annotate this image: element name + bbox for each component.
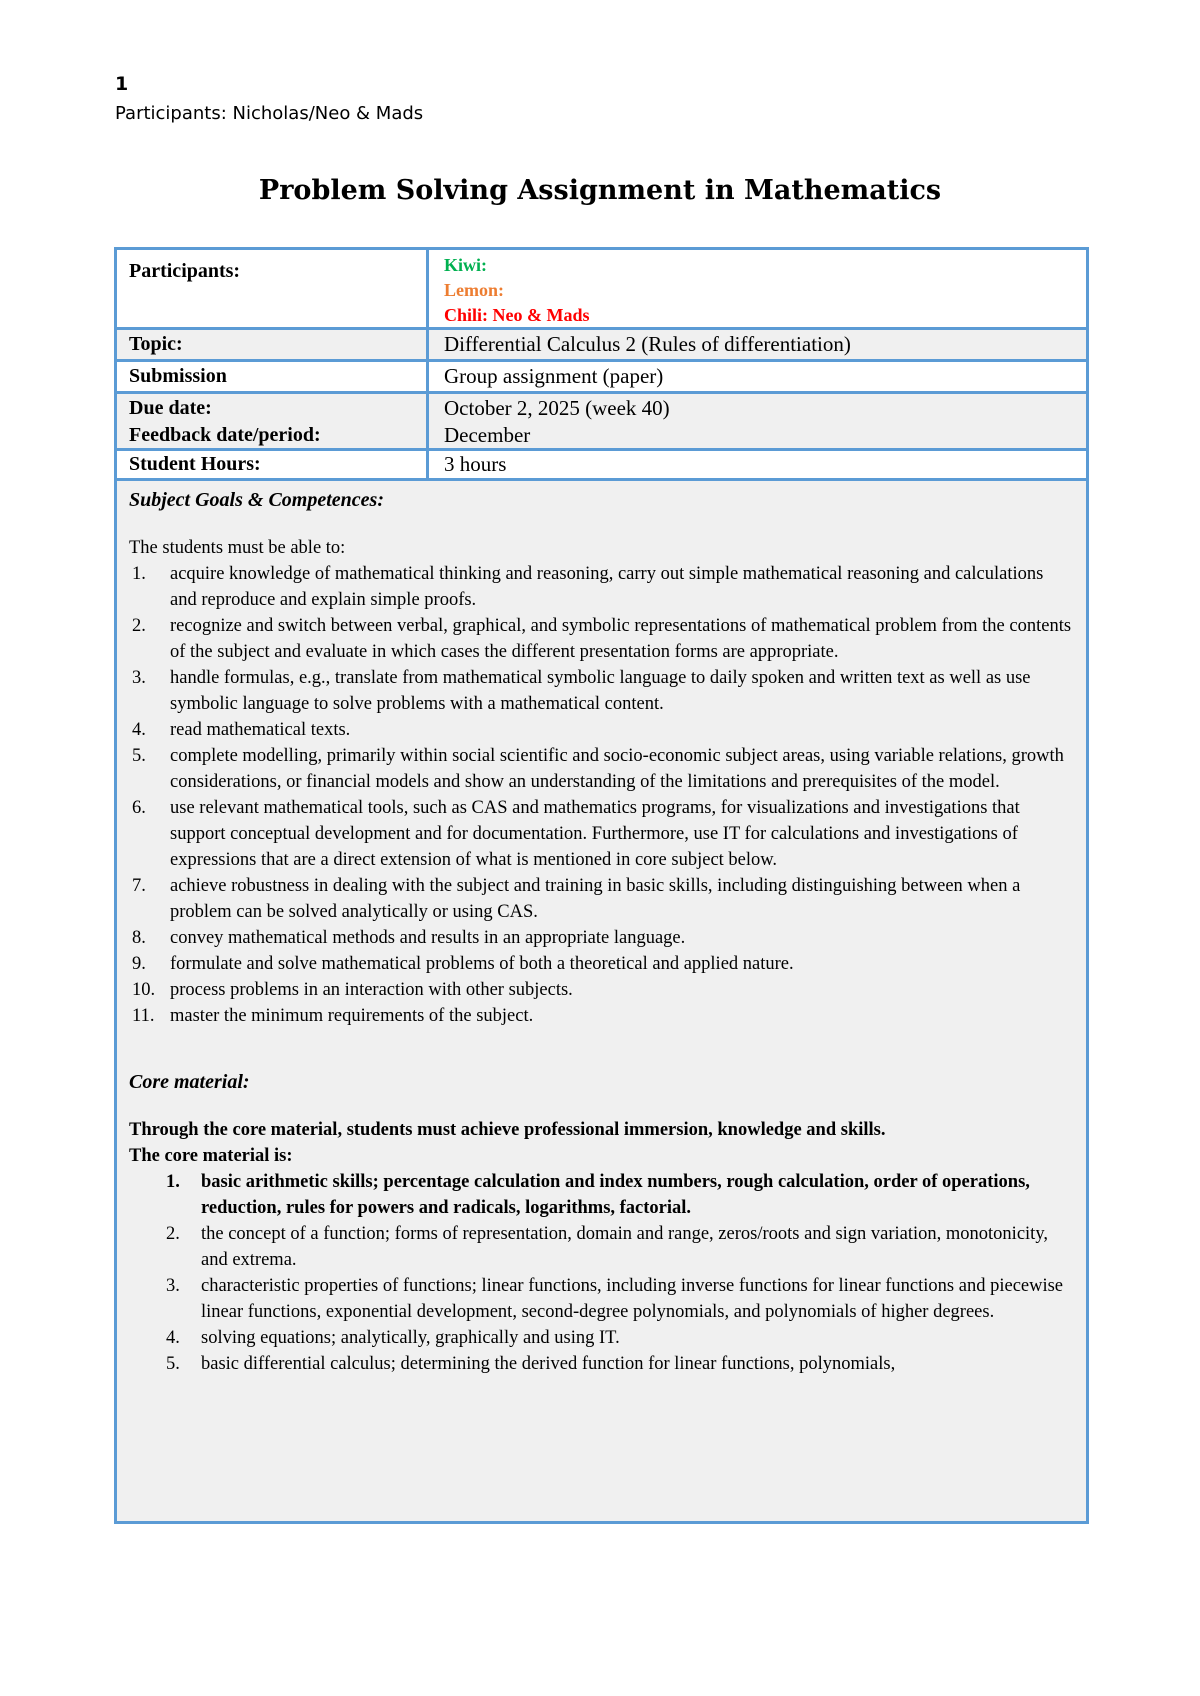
page-number: 1 (115, 73, 129, 95)
goals-list (129, 561, 1074, 1029)
core-item-text: solving equations; analytically, graphically and using IT. (201, 1328, 620, 1348)
goals-item-number: 2. (132, 616, 146, 636)
feedback-date-value: December (444, 423, 531, 447)
core-item (129, 1325, 1074, 1351)
group-lemon: Lemon: (444, 280, 504, 300)
submission-label: Submission (129, 365, 227, 387)
goals-item-number: 10. (132, 980, 156, 1000)
goals-item-number: 11. (132, 1006, 155, 1026)
column-divider (426, 330, 429, 359)
column-divider (426, 250, 429, 327)
goals-item-number: 4. (132, 720, 146, 740)
core-list (129, 1169, 1074, 1377)
core-item-number: 4. (166, 1328, 180, 1348)
core-item (129, 1169, 1074, 1221)
goals-item (129, 951, 1074, 977)
topic-value: Differential Calculus 2 (Rules of differentiation) (444, 332, 851, 356)
goals-intro: The students must be able to: (129, 538, 346, 558)
due-date-values (444, 395, 670, 449)
goals-item (129, 795, 1074, 873)
goals-item-text: formulate and solve mathematical problems of both a theoretical and applied nature. (170, 954, 794, 974)
goals-item-number: 5. (132, 746, 146, 766)
goals-item-number: 8. (132, 928, 146, 948)
column-divider (426, 394, 429, 448)
goals-item (129, 743, 1074, 795)
core-item-text: basic differential calculus; determining the derived function for linear functions, polynomials, (201, 1354, 896, 1374)
column-divider (426, 451, 429, 478)
core-item-number: 5. (166, 1354, 180, 1374)
assignment-table (114, 247, 1089, 1524)
feedback-date-label: Feedback date/period: (129, 424, 321, 446)
goals-item-text: recognize and switch between verbal, graphical, and symbolic representations of mathematical problem from the contents of the subject and evaluate in which cases the different presentation forms are appropriate. (170, 616, 1072, 662)
core-item-text: characteristic properties of functions; linear functions, including inverse functions for linear functions and piecewise linear functions, exponential development, second-degree polynomials, and polynomials of higher degrees. (201, 1276, 1064, 1322)
goals-item-number: 1. (132, 564, 146, 584)
core-intro-line2: The core material is: (129, 1146, 293, 1166)
group-chili: Chili: Neo & Mads (444, 305, 590, 325)
core-item (129, 1221, 1074, 1273)
due-date-row (117, 394, 1086, 451)
due-date-labels (129, 395, 321, 449)
subject-goals-heading: Subject Goals & Competences: (129, 489, 384, 511)
goals-item-text: process problems in an interaction with other subjects. (170, 980, 573, 1000)
student-hours-row (117, 451, 1086, 481)
goals-item-text: convey mathematical methods and results in an appropriate language. (170, 928, 686, 948)
goals-item-text: complete modelling, primarily within social scientific and socio-economic subject areas, using variable relations, growth considerations, or financial models and show an understanding of the limitations and prerequisites of the model. (170, 746, 1064, 792)
goals-item-text: master the minimum requirements of the subject. (170, 1006, 534, 1026)
goals-item-text: use relevant mathematical tools, such as CAS and mathematics programs, for visualizations and investigations that support conceptual development and for documentation. Furthermore, use IT for calculations and investigations of expressions that are a direct extension of what is mentioned in core subject below. (170, 798, 1020, 870)
topic-label: Topic: (129, 333, 183, 355)
column-divider (426, 362, 429, 391)
core-item-number: 3. (166, 1276, 180, 1296)
participants-row (117, 250, 1086, 330)
goals-item-number: 9. (132, 954, 146, 974)
submission-row (117, 362, 1086, 394)
core-item-text: the concept of a function; forms of representation, domain and range, zeros/roots and sign variation, monotonicity, and extrema. (201, 1224, 1048, 1270)
core-item-number: 1. (166, 1172, 180, 1192)
participants-value (444, 253, 590, 328)
student-hours-value: 3 hours (444, 452, 507, 476)
goals-item-number: 3. (132, 668, 146, 688)
goals-item-number: 6. (132, 798, 146, 818)
header-participants: Participants: Nicholas/Neo & Mads (115, 103, 424, 124)
submission-value: Group assignment (paper) (444, 364, 664, 388)
goals-item (129, 873, 1074, 925)
due-date-label: Due date: (129, 397, 212, 419)
group-kiwi: Kiwi: (444, 255, 487, 275)
core-item-number: 2. (166, 1224, 180, 1244)
goals-item-text: read mathematical texts. (170, 720, 351, 740)
goals-item (129, 561, 1074, 613)
student-hours-label: Student Hours: (129, 453, 261, 475)
goals-item-text: handle formulas, e.g., translate from mathematical symbolic language to daily spoken and written text as well as use symbolic language to solve problems with a mathematical content. (170, 668, 1031, 714)
document-title: Problem Solving Assignment in Mathematics (258, 175, 942, 206)
core-item (129, 1351, 1074, 1377)
goals-item (129, 1003, 1074, 1029)
goals-section (117, 481, 1086, 1521)
core-item (129, 1273, 1074, 1325)
goals-item-number: 7. (132, 876, 146, 896)
goals-item (129, 665, 1074, 717)
core-intro-line1: Through the core material, students must achieve professional immersion, knowledge and skills. (129, 1120, 886, 1140)
topic-row (117, 330, 1086, 362)
core-item-text: basic arithmetic skills; percentage calculation and index numbers, rough calculation, order of operations, reduction, rules for powers and radicals, logarithms, factorial. (201, 1172, 1030, 1218)
goals-content (129, 487, 1074, 1377)
goals-item-text: achieve robustness in dealing with the subject and training in basic skills, including distinguishing between when a problem can be solved analytically or using CAS. (170, 876, 1021, 922)
goals-item (129, 613, 1074, 665)
participants-label: Participants: (129, 260, 241, 282)
core-material-heading: Core material: (129, 1071, 250, 1093)
goals-item (129, 925, 1074, 951)
goals-item (129, 977, 1074, 1003)
goals-item (129, 717, 1074, 743)
goals-item-text: acquire knowledge of mathematical thinking and reasoning, carry out simple mathematical reasoning and calculations and reproduce and explain simple proofs. (170, 564, 1044, 610)
due-date-value: October 2, 2025 (week 40) (444, 396, 670, 420)
